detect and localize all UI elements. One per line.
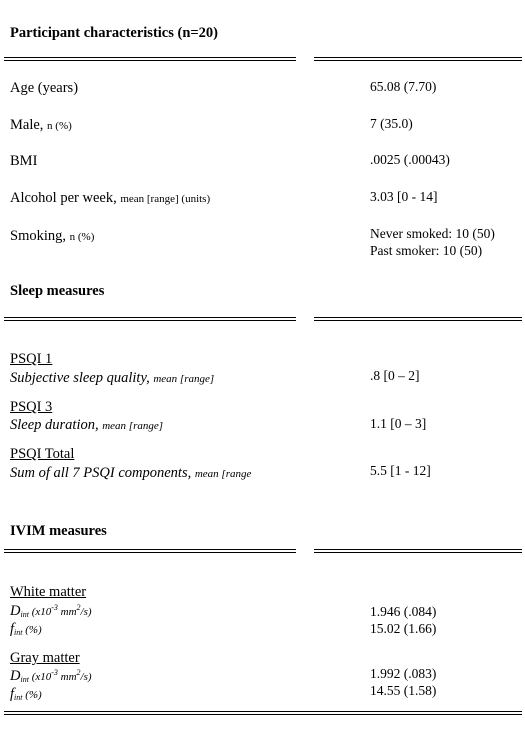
participant-heading: Participant characteristics (n=20) [10,25,218,41]
age-value: 65.08 (7.70) [370,79,437,94]
male-value: 7 (35.0) [370,116,413,131]
psqi3-desc: Sleep duration, mean [range] [10,417,164,433]
white-matter-d-value: 1.946 (.084) [370,604,437,619]
psqi1-title: PSQI 1 [10,351,53,367]
white-matter-f-label: $f_{int}$ (%) [10,621,42,637]
smoking-label: Smoking, n (%) [10,228,95,244]
divider [314,57,522,61]
psqi-total-desc: Sum of all 7 PSQI components, mean [range [10,465,252,481]
alcohol-label: Alcohol per week, mean [range] (units) [10,190,211,206]
divider [314,549,522,553]
psqi-total-title: PSQI Total [10,446,75,462]
alcohol-value: 3.03 [0 - 14] [370,189,438,204]
bmi-label: BMI [10,153,38,169]
divider [4,549,296,553]
bottom-divider [4,711,522,715]
psqi3-value: 1.1 [0 – 3] [370,416,427,431]
divider [4,317,296,321]
psqi-total-value: 5.5 [1 - 12] [370,463,431,478]
white-matter-d-label: $D_{int}$ ($x10^{-3}$ $mm^2/s$) [10,603,92,619]
white-matter-title: White matter [10,584,87,600]
gray-matter-d-value: 1.992 (.083) [370,666,437,681]
smoking-value-never: Never smoked: 10 (50) [370,226,495,241]
divider [4,57,296,61]
gray-matter-f-value: 14.55 (1.58) [370,683,437,698]
gray-matter-d-label: $D_{int}$ ($x10^{-3}$ $mm^2/s$) [10,668,92,684]
psqi1-desc: Subjective sleep quality, mean [range] [10,370,215,386]
bmi-value: .0025 (.00043) [370,152,450,167]
psqi1-value: .8 [0 – 2] [370,368,420,383]
gray-matter-title: Gray matter [10,650,80,666]
ivim-heading: IVIM measures [10,523,107,539]
white-matter-f-value: 15.02 (1.66) [370,621,437,636]
smoking-value-past: Past smoker: 10 (50) [370,243,483,258]
divider [314,317,522,321]
age-label: Age (years) [10,80,79,96]
psqi3-title: PSQI 3 [10,399,53,415]
male-label: Male, n (%) [10,117,72,133]
sleep-heading: Sleep measures [10,283,105,299]
gray-matter-f-label: $f_{int}$ (%) [10,686,42,702]
